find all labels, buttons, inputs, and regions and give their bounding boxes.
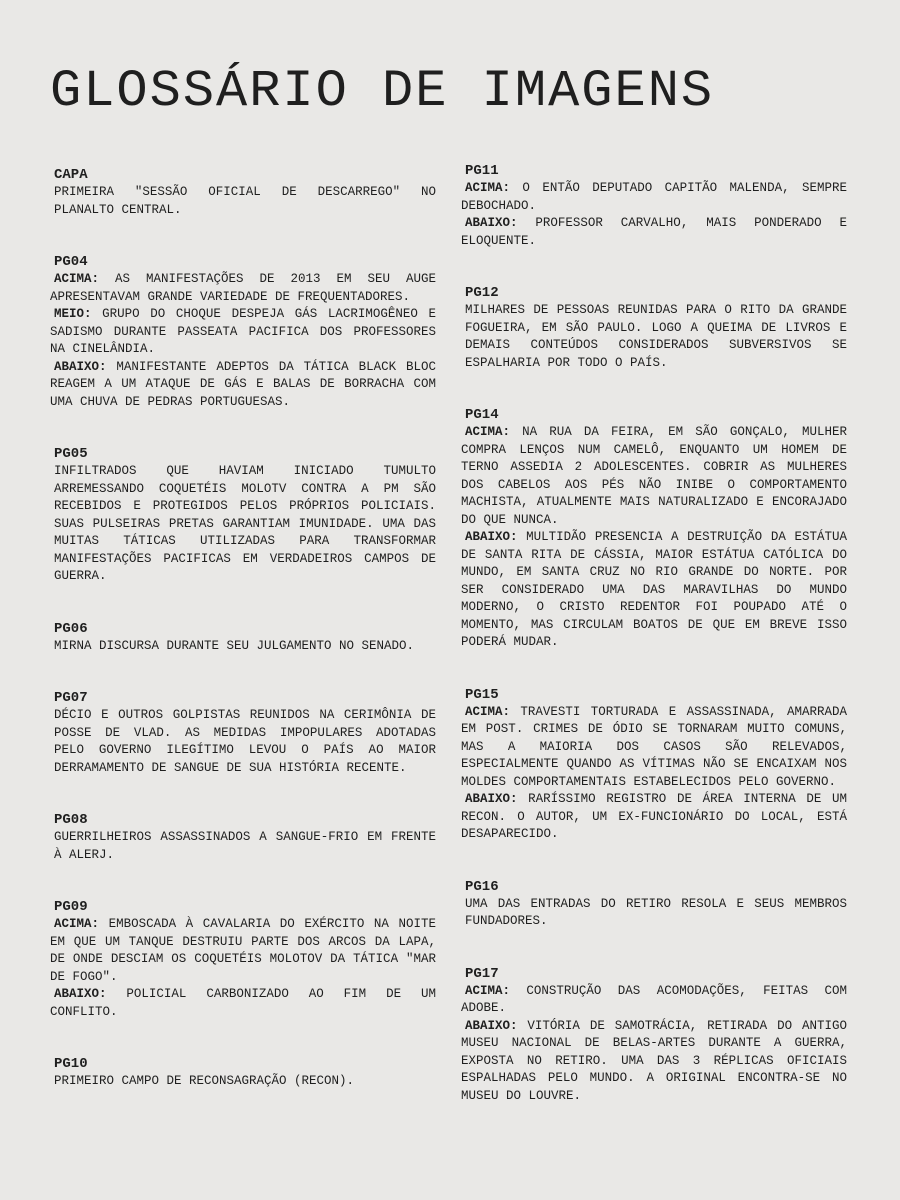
position-label: ACIMA: <box>54 272 100 286</box>
description-text: UMA DAS ENTRADAS DO RETIRO RESOLA E SEUS MEMBROS FUNDADORES. <box>465 896 847 928</box>
entry-description <box>50 184 436 219</box>
entry-description <box>50 463 436 586</box>
description-text: PRIMEIRA "SESSÃO OFICIAL DE DESCARREGO" NO PLANALTO CENTRAL. <box>54 185 436 217</box>
glossary-entry <box>461 284 847 372</box>
entry-heading: PG04 <box>54 254 88 270</box>
entry-description <box>461 302 847 372</box>
entry-description <box>50 986 436 1021</box>
description-text: AS MANIFESTAÇÕES DE 2013 EM SEU AUGE APRESENTAVAM GRANDE VARIEDADE DE FREQUENTADORES. <box>50 272 436 304</box>
entry-heading: PG16 <box>465 878 499 895</box>
description-text: NA RUA DA FEIRA, EM SÃO GONÇALO, MULHER COMPRA LENÇOS NUM CAMELÔ, ENQUANTO UM HOMEM DE TERNO ASSEDIA 2 ADOLESCENTES. COBRIR AS MULHERES DOS CABELOS AOS PÉS NÃO INIBE O COMPORTAMENTO MACHISTA, ATUALMENTE MAIS NATURALIZADO E ENCORAJADO DO QUE NUNCA. <box>461 425 847 527</box>
description-text: TRAVESTI TORTURADA E ASSASSINADA, AMARRADA EM POST. CRIMES DE ÓDIO SE TORNARAM MUITO COMUNS, MAS A MAIORIA DOS CASOS SÃO RELEVADOS, ESPECIALMENTE QUANDO AS VÍTIMAS NÃO SE ENCAIXAM NOS MOLDES COMPORTAMENTAIS ESTABELECIDOS PELO GOVERNO. <box>461 704 847 789</box>
entry-heading: PG12 <box>465 285 499 301</box>
position-label: MEIO: <box>54 307 92 321</box>
entry-description <box>461 896 847 931</box>
description-text: RARÍSSIMO REGISTRO DE ÁREA INTERNA DE UM RECON. O AUTOR, UM EX-FUNCIONÁRIO DO LOCAL, ESTÁ DESAPARECIDO. <box>461 792 847 841</box>
right-column <box>461 162 847 1105</box>
entry-description <box>461 1018 847 1106</box>
entry-description <box>50 306 436 359</box>
entry-description <box>50 1073 436 1091</box>
glossary-entry <box>50 166 436 219</box>
glossary-entry <box>461 162 847 250</box>
description-text: EMBOSCADA À CAVALARIA DO EXÉRCITO NA NOITE EM QUE UM TANQUE DESTRUIU PARTE DOS ARCOS DA LAPA, DE ONDE DESCIAM OS COQUETÉIS MOLOTOV DA TÁTICA "MAR DE FOGO". <box>50 917 436 984</box>
position-label: ACIMA: <box>465 181 511 195</box>
glossary-entry <box>461 406 847 652</box>
position-label: ACIMA: <box>465 983 511 998</box>
description-text: INFILTRADOS QUE HAVIAM INICIADO TUMULTO ARREMESSANDO COQUETÉIS MOLOTV CONTRA A PM SÃO RECEBIDOS E PROTEGIDOS PELOS PRÓPRIOS POLICIAIS. SUAS PULSEIRAS PRETAS GARANTIAM IMUNIDADE. UMA DAS MUITAS TÁTICAS UTILIZADAS PARA TRANSFORMAR MANIFESTAÇÕES PACIFICAS EM VERDADEIROS CAMPOS DE GUERRA. <box>54 464 436 583</box>
glossary-entry <box>461 878 847 931</box>
entry-heading: PG07 <box>54 690 88 706</box>
entry-description <box>461 180 847 215</box>
description-text: CONSTRUÇÃO DAS ACOMODAÇÕES, FEITAS COM ADOBE. <box>461 983 847 1015</box>
position-label: ABAIXO: <box>465 216 518 230</box>
entry-heading: CAPA <box>54 167 88 183</box>
position-label: ABAIXO: <box>465 530 518 544</box>
glossary-entry <box>50 253 436 411</box>
entry-heading: PG05 <box>54 446 88 462</box>
description-text: POLICIAL CARBONIZADO AO FIM DE UM CONFLITO. <box>50 987 436 1019</box>
entry-heading: PG08 <box>54 812 88 828</box>
entry-description <box>461 983 847 1018</box>
glossary-entry <box>50 811 436 864</box>
entry-description <box>461 704 847 792</box>
page-title: GLOSSÁRIO DE IMAGENS <box>50 62 715 121</box>
entry-description <box>50 638 436 656</box>
glossary-entry <box>50 445 436 586</box>
entry-heading: PG09 <box>54 899 88 915</box>
position-label: ACIMA: <box>54 917 100 931</box>
entry-heading: PG11 <box>465 163 499 179</box>
entry-description <box>461 215 847 250</box>
entry-description <box>461 529 847 652</box>
position-label: ABAIXO: <box>465 1018 518 1033</box>
glossary-entry <box>50 1055 436 1091</box>
position-label: ABAIXO: <box>54 359 107 374</box>
description-text: VITÓRIA DE SAMOTRÁCIA, RETIRADA DO ANTIGO MUSEU NACIONAL DE BELAS-ARTES DURANTE A GUERRA, EXPOSTA NO RETIRO. UMA DAS 3 RÉPLICAS OFICIAIS ESPALHADAS PELO MUNDO. A ORIGINAL ENCONTRA-SE NO MUSEU DO LOUVRE. <box>461 1018 847 1103</box>
description-text: MILHARES DE PESSOAS REUNIDAS PARA O RITO DA GRANDE FOGUEIRA, EM SÃO PAULO. LOGO A QUEIMA DE LIVROS E DEMAIS CONTEÚDOS CONSIDERADOS SUBVERSIVOS SE ESPALHARIA POR TODO O PAÍS. <box>465 303 847 370</box>
entry-heading: PG17 <box>465 965 499 982</box>
entry-description <box>461 791 847 844</box>
description-text: MIRNA DISCURSA DURANTE SEU JULGAMENTO NO SENADO. <box>54 638 415 653</box>
entry-heading: PG15 <box>465 686 499 703</box>
description-text: PRIMEIRO CAMPO DE RECONSAGRAÇÃO (RECON). <box>54 1074 355 1088</box>
entry-description <box>461 424 847 529</box>
entry-heading: PG06 <box>54 620 88 637</box>
description-text: MANIFESTANTE ADEPTOS DA TÁTICA BLACK BLOC REAGEM A UM ATAQUE DE GÁS E BALAS DE BORRACHA COM UMA CHUVA DE PEDRAS PORTUGUESAS. <box>50 359 436 409</box>
entry-heading: PG14 <box>465 407 499 423</box>
description-text: GUERRILHEIROS ASSASSINADOS A SANGUE-FRIO EM FRENTE À ALERJ. <box>54 830 436 862</box>
entry-description <box>50 707 436 777</box>
position-label: ACIMA: <box>465 425 511 439</box>
description-text: PROFESSOR CARVALHO, MAIS PONDERADO E ELOQUENTE. <box>461 216 847 248</box>
description-text: O ENTÃO DEPUTADO CAPITÃO MALENDA, SEMPRE DEBOCHADO. <box>461 181 847 213</box>
left-column <box>50 166 436 1091</box>
entry-description <box>50 271 436 306</box>
glossary-entry <box>50 689 436 777</box>
entry-heading: PG10 <box>54 1056 88 1072</box>
position-label: ABAIXO: <box>465 792 518 806</box>
description-text: GRUPO DO CHOQUE DESPEJA GÁS LACRIMOGÊNEO E SADISMO DURANTE PASSEATA PACIFICA DOS PROFESSORES NA CINELÂNDIA. <box>50 307 436 356</box>
position-label: ACIMA: <box>465 704 511 719</box>
description-text: MULTIDÃO PRESENCIA A DESTRUIÇÃO DA ESTÁTUA DE SANTA RITA DE CÁSSIA, MAIOR ESTÁTUA CATÓLICA DO MUNDO, EM SANTA CRUZ NO RIO GRANDE DO NORTE. POR SER CONSIDERADO UMA DAS MARAVILHAS DO MUNDO MODERNO, O CRISTO REDENTOR FOI POUPADO ATÉ O MOMENTO, MAS CIRCULAM BOATOS DE QUE EM BREVE ISSO PODERÁ MUDAR. <box>461 530 847 649</box>
entry-description <box>50 359 436 412</box>
entry-description <box>50 916 436 986</box>
glossary-entry <box>50 620 436 656</box>
glossary-entry <box>50 898 436 1021</box>
glossary-entry <box>461 686 847 844</box>
description-text: DÉCIO E OUTROS GOLPISTAS REUNIDOS NA CERIMÔNIA DE POSSE DE VLAD. AS MEDIDAS IMPOPULARES ADOTADAS PELO GOVERNO ILEGÍTIMO LEVOU O PAÍS AO MAIOR DERRAMAMENTO DE SANGUE DE SUA HISTÓRIA RECENTE. <box>54 708 436 775</box>
glossary-entry <box>461 965 847 1106</box>
position-label: ABAIXO: <box>54 987 107 1001</box>
entry-description <box>50 829 436 864</box>
